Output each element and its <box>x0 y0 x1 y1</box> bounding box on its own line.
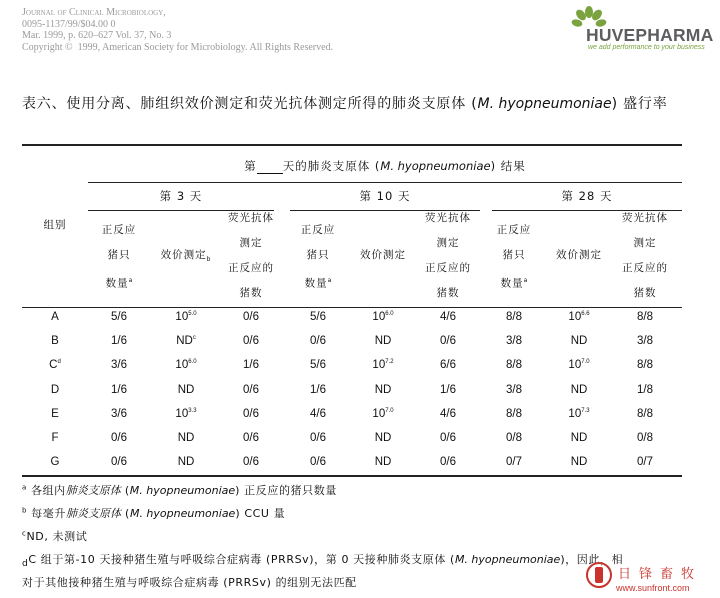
footnote-text: M. hyopneumoniae <box>129 484 236 497</box>
footnote-mark: a <box>128 277 133 284</box>
col-header-line <box>482 268 546 297</box>
col-header-text: 数量 <box>304 277 328 290</box>
cell-value: 4/6 <box>440 311 456 323</box>
table-cell <box>87 408 151 420</box>
group-cell <box>35 311 75 323</box>
cell-value: 3/8 <box>506 383 522 396</box>
col-header-text: 效价测定 <box>556 249 602 261</box>
caption-species: M. hyopneumoniae <box>477 96 612 112</box>
table-cell <box>154 311 218 323</box>
col-header-text: 测定 <box>239 237 263 249</box>
journal-copyright: Copyright © 1999, American Society for Microbiology. All Rights Reserved. <box>22 41 334 53</box>
table-cell <box>351 408 415 420</box>
cell-exponent: 7.0 <box>581 359 590 366</box>
caption-prefix: 表六、使用分离、肺组织效价测定和荧光抗体测定所得的肺炎支原体 ( <box>22 96 478 112</box>
col-header-line <box>286 268 350 297</box>
table-cell <box>416 335 480 347</box>
footnote-mark: a <box>523 277 528 284</box>
table-cell <box>351 384 415 396</box>
cell-value: ND <box>570 335 588 348</box>
col-header-text: 猪只 <box>107 249 131 261</box>
table-title-species: M. hyopneumoniae <box>380 159 491 173</box>
group-label: E <box>51 407 59 420</box>
table-cell <box>482 335 546 347</box>
brand-tagline: we add performance to your business <box>588 44 705 51</box>
footnote-text: C 组于第-10 天接种猪生殖与呼吸综合症病毒 (PRRSv)，第 0 天接种肺炎支原体 ( <box>28 553 455 566</box>
cell-exponent: 6.6 <box>581 311 590 318</box>
group-cell <box>35 384 75 396</box>
cell-value: 4/6 <box>440 407 456 420</box>
cell-value: 8/8 <box>506 311 522 323</box>
footnote-mark: b <box>206 256 212 264</box>
table-cell <box>351 456 415 468</box>
col-header-titer <box>347 243 419 268</box>
group-header: 组别 <box>43 219 67 231</box>
table-title-middle: 天的肺炎支原体 ( <box>282 159 381 173</box>
table-cell <box>154 359 218 371</box>
table-cell <box>482 456 546 468</box>
cell-value: 3/6 <box>111 407 127 420</box>
footnote-text: 对于其他接种猪生殖与呼吸综合症病毒 (PRRSv) 的组别无法匹配 <box>22 576 357 589</box>
cell-value: ND <box>177 383 195 396</box>
footnote-mark: c <box>22 529 27 538</box>
cell-value: ND <box>570 456 588 469</box>
cell-value: 8/8 <box>637 359 653 372</box>
footnote-mark: a <box>22 483 27 492</box>
cell-exponent: 7.0 <box>385 407 394 414</box>
cell-value: 0/6 <box>243 432 259 444</box>
cell-value: 0/6 <box>111 456 127 469</box>
table-cell <box>547 311 611 323</box>
table-cell <box>547 456 611 468</box>
cell-value: 5/6 <box>310 311 326 323</box>
col-header-line <box>416 231 480 256</box>
table-cell <box>482 384 546 396</box>
col-header-text: 荧光抗体 <box>228 212 274 224</box>
cell-value: 6/6 <box>440 359 456 372</box>
col-header-text: 正反应的 <box>425 262 471 274</box>
table-cell <box>286 335 350 347</box>
group-label: F <box>51 432 59 444</box>
footnote-text: 每毫升 <box>27 507 66 520</box>
cell-exponent: 6.0 <box>188 359 197 366</box>
footnote-d <box>22 551 623 569</box>
cell-value: 0/8 <box>506 432 522 444</box>
table-cell <box>286 432 350 444</box>
table-cell <box>87 359 151 371</box>
col-header-text: 效价测定 <box>160 249 207 261</box>
cell-value: ND <box>177 456 195 469</box>
cell-value: 10 <box>175 407 189 420</box>
brand-name: HUVEPHARMA <box>586 25 714 45</box>
cell-exponent: c <box>192 335 196 342</box>
table-cell <box>547 384 611 396</box>
group-label: G <box>50 456 60 469</box>
table-cell <box>482 432 546 444</box>
footnote-text: 各组内 <box>26 484 66 497</box>
cell-value: 4/6 <box>310 407 326 420</box>
footnote-a <box>22 482 337 498</box>
table-cell <box>613 432 677 444</box>
table-cell <box>87 384 151 396</box>
col-header-line <box>416 206 480 231</box>
col-header-line <box>543 243 615 268</box>
cell-value: ND <box>570 383 588 396</box>
cell-value: 10 <box>568 359 582 372</box>
table-cell <box>416 456 480 468</box>
footnote-text: 肺炎支原体 <box>65 507 121 520</box>
cell-exponent: 6.0 <box>385 311 394 318</box>
cell-value: 1/6 <box>111 383 127 396</box>
cell-value: 0/6 <box>243 335 259 348</box>
group-label: C <box>49 359 58 372</box>
col-header-text: 正反应的 <box>622 262 668 274</box>
table-cell <box>351 311 415 323</box>
col-header-line <box>87 243 151 268</box>
col-header-line <box>219 281 283 306</box>
table-title-rule <box>88 182 682 183</box>
footnote-text: ( <box>120 507 130 520</box>
cell-value: 0/6 <box>310 432 326 444</box>
col-header-line <box>613 281 677 306</box>
col-header-line <box>87 268 151 297</box>
col-header-fa <box>613 206 677 306</box>
table-cell <box>286 384 350 396</box>
cell-value: 1/6 <box>310 383 326 396</box>
cell-value: ND <box>374 335 392 348</box>
group-cell <box>35 432 75 444</box>
cell-value: 0/7 <box>506 456 522 469</box>
col-header-text: 效价测定 <box>360 249 406 261</box>
table-cell <box>219 359 283 371</box>
cell-value: 3/8 <box>506 335 522 348</box>
col-header-titer <box>150 243 222 272</box>
table-cell <box>219 432 283 444</box>
col-header-text: 荧光抗体 <box>622 212 668 224</box>
table-cell <box>613 335 677 347</box>
table-cell <box>613 359 677 371</box>
cell-value: 0/7 <box>637 456 653 469</box>
table-caption <box>22 92 702 116</box>
cell-value: ND <box>177 432 195 444</box>
table-cell <box>219 311 283 323</box>
table-cell <box>87 335 151 347</box>
table-cell <box>154 408 218 420</box>
table-cell <box>87 311 151 323</box>
cell-value: 3/6 <box>111 359 127 372</box>
cell-value: 0/6 <box>440 456 456 469</box>
group-cell <box>35 408 75 420</box>
table-cell <box>219 456 283 468</box>
cell-value: ND <box>374 432 392 444</box>
col-header-positive <box>286 218 350 297</box>
table-cell <box>154 335 218 347</box>
cell-value: 1/8 <box>637 383 653 396</box>
group-label: D <box>50 383 60 396</box>
table-cell <box>219 335 283 347</box>
cell-value: 8/8 <box>506 359 522 372</box>
col-header-line <box>613 231 677 256</box>
cell-value: 10 <box>372 311 386 323</box>
footnote-text: 肺炎支原体 <box>65 484 121 497</box>
table-title-suffix: ) 结果 <box>490 159 526 173</box>
group-label: B <box>51 335 59 348</box>
col-header-text: 猪数 <box>436 287 460 299</box>
col-header-text: 测定 <box>436 237 460 249</box>
footnote-mark: b <box>22 506 28 515</box>
table-cell <box>286 359 350 371</box>
group-label: A <box>51 311 59 323</box>
day-header-10: 第 10 天 <box>359 189 411 203</box>
cell-exponent: 7.2 <box>385 359 394 366</box>
col-header-text: 数量 <box>105 277 129 290</box>
col-header-line <box>150 243 222 272</box>
blank-underline <box>257 162 283 174</box>
table-cell <box>613 456 677 468</box>
col-header-text: 猪数 <box>239 287 263 299</box>
cell-value: ND <box>374 383 392 396</box>
cell-value: 1/6 <box>243 359 259 372</box>
col-header-line <box>286 243 350 268</box>
table-cell <box>416 384 480 396</box>
cell-exponent: 3.3 <box>188 407 197 414</box>
cell-value: 0/6 <box>243 456 259 469</box>
caption-suffix: ) 盛行率 <box>611 96 668 112</box>
cell-value: 0/6 <box>310 335 326 348</box>
table-cell <box>87 432 151 444</box>
table-cell <box>286 408 350 420</box>
col-header-line <box>482 218 546 243</box>
col-header-line <box>613 256 677 281</box>
col-header-line <box>87 218 151 243</box>
col-header-text: 正反应的 <box>228 262 274 274</box>
col-header-line <box>219 231 283 256</box>
table-cell <box>219 408 283 420</box>
col-header-line <box>613 206 677 231</box>
day-header-3: 第 3 天 <box>159 189 203 203</box>
col-header-text: 正反应 <box>496 224 532 236</box>
cell-value: 0/6 <box>111 432 127 444</box>
table-cell <box>482 408 546 420</box>
col-header-fa <box>219 206 283 306</box>
cell-value: 5/6 <box>310 359 326 372</box>
table-title-prefix: 第 <box>244 159 257 173</box>
table-bottom-rule <box>22 475 682 477</box>
table-cell <box>613 408 677 420</box>
footnote-text: M. hyopneumoniae <box>454 553 561 566</box>
journal-citation: Mar. 1999, p. 620–627 Vol. 37, No. 3 <box>22 30 172 41</box>
footnote-b <box>22 505 285 521</box>
cell-value: 8/8 <box>506 407 522 420</box>
cell-value: 1/6 <box>111 335 127 348</box>
col-header-line <box>219 256 283 281</box>
table-cell <box>154 456 218 468</box>
journal-header <box>22 7 442 53</box>
footnote-c <box>22 528 87 544</box>
cell-value: 3/8 <box>637 335 653 348</box>
journal-issn: 0095-1137/99/$04.00 0 <box>22 18 116 30</box>
cell-value: 0/6 <box>243 407 259 420</box>
table-cell <box>286 456 350 468</box>
cell-value: 0/6 <box>243 311 259 323</box>
footnote-text: ND, 未测试 <box>26 530 88 543</box>
cell-exponent: 7.3 <box>581 407 590 414</box>
table-cell <box>219 384 283 396</box>
cell-value: ND <box>176 335 193 348</box>
cell-value: 0/6 <box>243 383 259 396</box>
table-cell <box>416 408 480 420</box>
day-header-28: 第 28 天 <box>561 189 613 203</box>
col-header-text: 猪只 <box>502 249 526 261</box>
col-header-titer <box>543 243 615 268</box>
table-cell <box>351 432 415 444</box>
sunfront-logo-icon <box>586 562 612 588</box>
cell-value: 8/8 <box>637 311 653 323</box>
col-header-text: 猪数 <box>633 287 657 299</box>
table-cell <box>416 311 480 323</box>
table-cell <box>547 408 611 420</box>
group-cell <box>35 335 75 347</box>
cell-value: 8/8 <box>637 407 653 420</box>
col-header-text: 测定 <box>633 237 657 249</box>
table-cell <box>351 359 415 371</box>
footnote-text: ) CCU 量 <box>235 507 286 520</box>
col-header-line <box>347 243 419 268</box>
watermark-text: 日锋畜牧 <box>618 567 703 582</box>
col-header-line <box>416 281 480 306</box>
col-header-positive <box>482 218 546 297</box>
cell-value: ND <box>374 456 392 469</box>
cell-value: 10 <box>175 359 189 372</box>
table-cell <box>482 359 546 371</box>
cell-value: 0/6 <box>440 432 456 444</box>
header-bottom-rule <box>22 307 682 308</box>
table-cell <box>154 432 218 444</box>
footnote-text: ) 正反应的猪只数量 <box>235 484 337 497</box>
footnote-text: ( <box>120 484 130 497</box>
cell-value: 5/6 <box>111 311 127 323</box>
footnote-mark: d <box>57 359 61 366</box>
col-header-text: 猪只 <box>306 249 330 261</box>
col-header-line <box>286 218 350 243</box>
footnote-mark: d <box>22 558 29 570</box>
col-header-text: 数量 <box>500 277 524 290</box>
col-header-text: 正反应 <box>101 224 137 236</box>
table-cell <box>547 335 611 347</box>
col-header-fa <box>416 206 480 306</box>
table-cell <box>286 311 350 323</box>
table-cell <box>416 359 480 371</box>
table-cell <box>613 311 677 323</box>
table-cell <box>416 432 480 444</box>
col-header-text: 正反应 <box>300 224 336 236</box>
cell-value: 10 <box>568 311 582 323</box>
footnote-mark: a <box>327 277 332 284</box>
table-cell <box>87 456 151 468</box>
table-title <box>88 158 682 174</box>
huvepharma-logo <box>570 4 718 52</box>
table-cell <box>482 311 546 323</box>
cell-value: ND <box>570 432 588 444</box>
col-header-line <box>416 256 480 281</box>
watermark-url: www.sunfront.com <box>616 583 690 593</box>
footnote-d-line2 <box>22 574 357 590</box>
sunfront-watermark <box>586 562 716 596</box>
cell-value: 10 <box>372 407 386 420</box>
footnote-text: )，因此，相 <box>560 553 624 566</box>
col-header-line <box>482 243 546 268</box>
table-cell <box>351 335 415 347</box>
cell-exponent: 5.0 <box>188 311 197 318</box>
cell-value: 1/6 <box>440 383 456 396</box>
col-header-line <box>219 206 283 231</box>
cell-value: 10 <box>175 311 189 323</box>
table-cell <box>547 432 611 444</box>
journal-name: Journal of Clinical Microbiology, <box>22 7 166 18</box>
col-header-text: 荧光抗体 <box>425 212 471 224</box>
table-cell <box>547 359 611 371</box>
group-cell <box>35 456 75 468</box>
footnote-text: M. hyopneumoniae <box>129 507 236 520</box>
group-cell <box>35 359 75 371</box>
table-cell <box>154 384 218 396</box>
cell-value: 0/6 <box>440 335 456 348</box>
cell-value: 0/8 <box>637 432 653 444</box>
cell-value: 10 <box>372 359 386 372</box>
cell-value: 0/6 <box>310 456 326 469</box>
cell-value: 10 <box>568 407 582 420</box>
col-header-positive <box>87 218 151 297</box>
table-cell <box>613 384 677 396</box>
table-top-rule <box>22 144 682 146</box>
